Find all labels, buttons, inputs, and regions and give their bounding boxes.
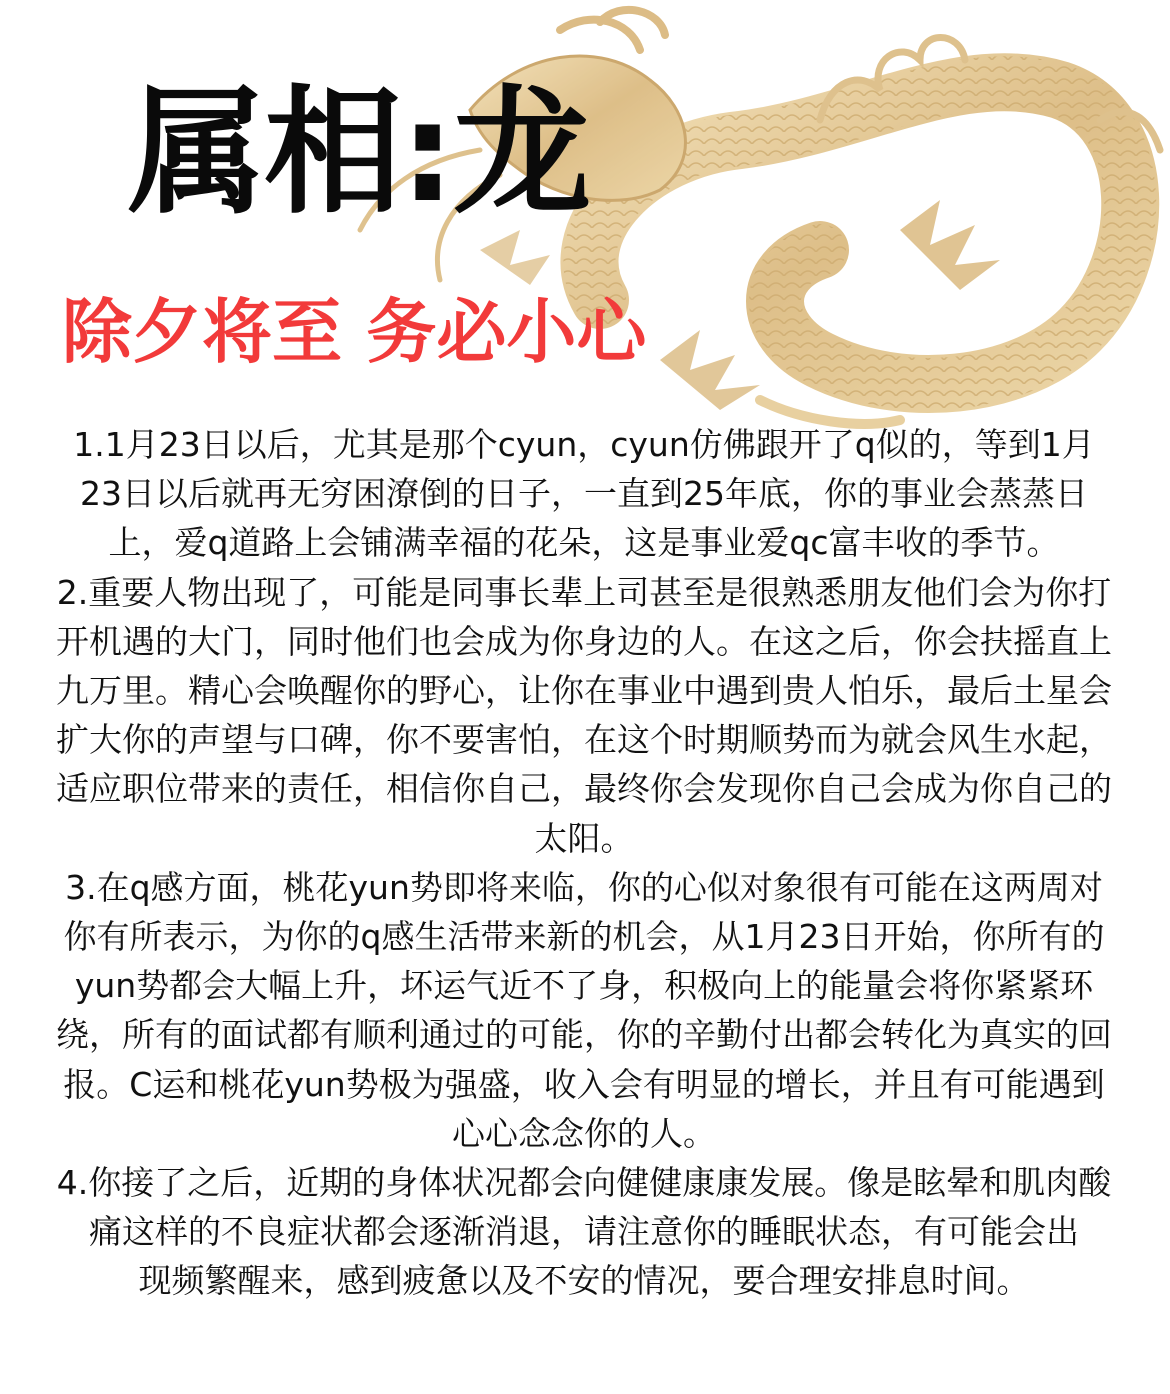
paragraph-3: 3.在q感方面，桃花yun势即将来临，你的心似对象很有可能在这两周对你有所表示，为你的q感生活带来新的机会，从1月23日开始，你所有的yun势都会大幅上升，坏运气近不了身，积极向上的能量会将你紧紧环绕，所有的面试都有顺利通过的可能，你的辛勤付出都会转化为真实的回报。C运和桃花yun势极为强盛，收入会有明显的增长，并且有可能遇到心心念念你的人。 xyxy=(56,867,1112,1153)
paragraph-1: 1.1月23日以后，尤其是那个cyun，cyun仿佛跟开了q似的，等到1月23日以后就再无穷困潦倒的日子，一直到25年底，你的事业会蒸蒸日上，爱q道路上会铺满幸福的花朵，这是事业爱qc富丰收的季节。 xyxy=(73,425,1095,563)
article-body xyxy=(56,420,1112,1306)
dragon-claw xyxy=(900,200,1000,290)
paragraph-5: 现频繁醒来，感到疲惫以及不安的情况，要合理安排息时间。 xyxy=(138,1261,1030,1301)
paragraph-4: 4.你接了之后，近期的身体状况都会向健健康康发展。像是眩晕和肌肉酸痛这样的不良症状都会逐渐消退，请注意你的睡眠状态，有可能会出 xyxy=(56,1163,1112,1252)
page-title: 属相:龙 xyxy=(128,72,590,233)
page-subtitle: 除夕将至 务必小心 xyxy=(62,291,647,373)
paragraph-2: 2.重要人物出现了，可能是同事长辈上司甚至是很熟悉朋友他们会为你打开机遇的大门，同时他们也会成为你身边的人。在这之后，你会扶摇直上九万里。精心会唤醒你的野心，让你在事业中遇到贵人怕乐，最后土星会扩大你的声望与口碑，你不要害怕，在这个时期顺势而为就会风生水起，适应职位带来的责任，相信你自己，最终你会发现你自己会成为你自己的太阳。 xyxy=(56,572,1112,858)
